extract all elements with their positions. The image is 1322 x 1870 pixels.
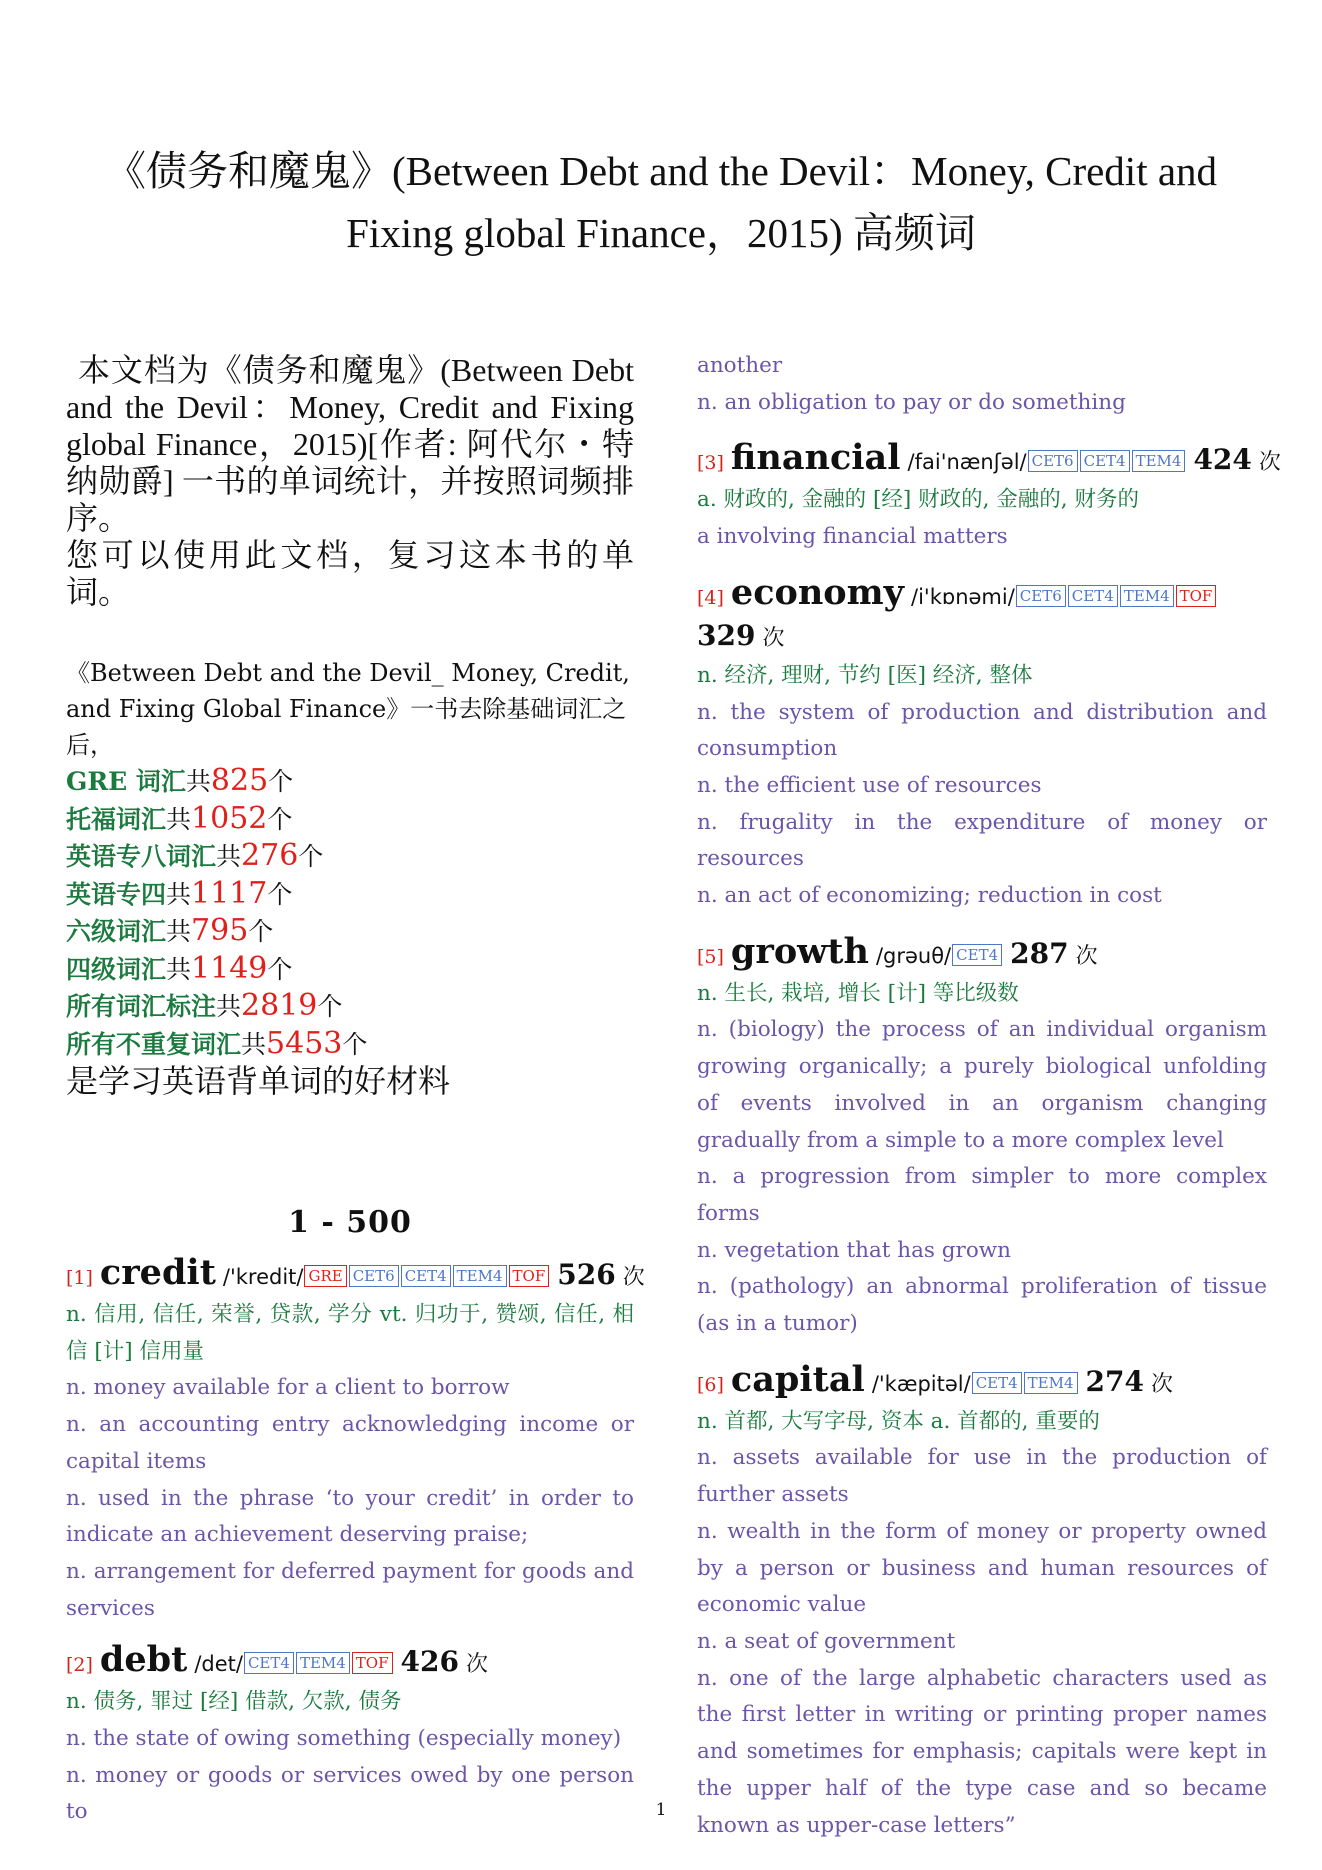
document-title [60, 140, 1262, 264]
stat-unit: 个 [268, 767, 294, 796]
frequency-unit: 次 [1150, 1371, 1173, 1397]
entry-word: economy [730, 571, 905, 613]
intro-paragraph-1: 本文档为《债务和魔鬼》(Between Debt and the Devil：Money, Credit and Fixing global Finance，2015)[作者: 阿代尔・特纳勋爵] 一书的单词统计，并按照词频排序。 [66, 352, 634, 536]
left-column [66, 348, 645, 1831]
stat-unit: 个 [317, 992, 343, 1021]
stat-mid: 共 [166, 954, 192, 984]
entry-phonetic: /'kredit/ [222, 1265, 304, 1289]
stat-mid: 共 [216, 992, 242, 1021]
stat-count: 795 [191, 913, 249, 948]
entry-phonetic: /i'kɒnəmi/ [911, 584, 1015, 609]
tag-badge: CET6 [1028, 450, 1078, 472]
entry-index: [6] [697, 1373, 724, 1396]
stat-unit: 个 [342, 1029, 368, 1059]
entry-phonetic: /fai'nænʃəl/ [907, 450, 1027, 475]
tag-badge: CET4 [401, 1265, 451, 1287]
entry-index: [1] [66, 1267, 93, 1289]
english-definition: n. frugality in the expenditure of money or resources [697, 809, 1267, 872]
english-definition: n. the state of owing something (especially money) [66, 1726, 622, 1752]
english-definition: n. money or goods or services owed by one person to [66, 1762, 634, 1825]
stat-label: 英语专八词汇 [66, 842, 217, 871]
english-definition: n. (biology) the process of an individual organism growing organically; a purely biological unfolding of events involved in an organism changing gradually from a simple to a more complex level [697, 1017, 1267, 1153]
english-definition: n. assets available for use in the production of further assets [697, 1445, 1267, 1508]
entry-frequency: 274 [1085, 1364, 1144, 1398]
stat-row [66, 763, 634, 801]
stat-mid: 共 [166, 879, 192, 909]
entry-frequency: 424 [1193, 443, 1252, 477]
tag-badge: TEM4 [1120, 585, 1174, 607]
english-definition: n. the system of production and distribution and consumption [697, 699, 1267, 762]
intro-text [66, 352, 634, 611]
english-definition: n. wealth in the form of money or property owned by a person or business and human resources of economic value [697, 1518, 1267, 1618]
frequency-unit: 次 [622, 1265, 645, 1290]
english-definition: n. an obligation to pay or do something [697, 389, 1126, 415]
chinese-definition: n. 首都, 大写字母, 资本 a. 首都的, 重要的 [697, 1408, 1100, 1434]
stat-row [66, 801, 634, 839]
tag-badge: TOF [352, 1652, 393, 1674]
frequency-unit: 次 [1258, 450, 1281, 476]
stat-count: 825 [210, 763, 269, 798]
english-definition: n. an accounting entry acknowledging income or capital items [66, 1412, 634, 1474]
stat-row [66, 838, 634, 876]
frequency-unit: 次 [465, 1652, 488, 1678]
entry-frequency: 329 [697, 618, 756, 652]
tag-badge: TEM4 [1132, 450, 1186, 472]
intro-paragraph-2: 您可以使用此文档，复习这本书的单词。 [66, 537, 634, 610]
tag-badge: CET6 [349, 1265, 399, 1287]
frequency-unit: 次 [762, 625, 785, 651]
english-definition: n. an act of economizing; reduction in cost [697, 883, 1162, 909]
english-definition: n. arrangement for deferred payment for goods and services [66, 1558, 634, 1621]
stats-list [66, 763, 634, 1063]
stat-row [66, 988, 634, 1026]
chinese-definition: a. 财政的, 金融的 [经] 财政的, 金融的, 财务的 [697, 487, 1139, 513]
stat-count: 2819 [241, 988, 318, 1023]
title-line-1: 《债务和魔鬼》(Between Debt and the Devil：Money, Credit and [104, 148, 1218, 194]
english-definition: n. vegetation that has grown [697, 1237, 1012, 1263]
tag-badge: TEM4 [296, 1652, 350, 1674]
stat-count: 1149 [191, 950, 268, 986]
word-entry [697, 1358, 1267, 1844]
tag-badge: TEM4 [1024, 1372, 1078, 1394]
entry-word: financial [730, 437, 901, 479]
stat-row [66, 876, 634, 914]
stat-label: 托福词汇 [66, 804, 167, 834]
chinese-definition: n. 经济, 理财, 节约 [医] 经济, 整体 [697, 662, 1033, 688]
entry-index: [2] [66, 1654, 93, 1677]
stat-row [66, 913, 634, 951]
tag-badge: TEM4 [453, 1265, 507, 1287]
english-definition: a involving financial matters [697, 524, 1008, 550]
entry-head [697, 571, 1267, 658]
stat-label: 四级词汇 [66, 954, 167, 984]
entry-index: [5] [697, 945, 724, 968]
stat-count: 1117 [191, 875, 268, 911]
entry-head [697, 437, 1281, 482]
stat-unit: 个 [298, 842, 324, 871]
entry-head [66, 1641, 634, 1684]
title-line-2: Fixing global Finance，2015) 高频词 [346, 210, 976, 256]
tag-badge: CET6 [1016, 585, 1066, 607]
entry-phonetic: /grəuθ/ [875, 943, 952, 968]
stat-mid: 共 [166, 804, 192, 834]
entry-index: [3] [697, 452, 724, 475]
stats-lead: 《Between Debt and the Devil_ Money, Credit, and Fixing Global Finance》一书去除基础词汇之后， [66, 659, 630, 759]
stat-row [66, 1026, 634, 1064]
stat-label: 六级词汇 [66, 917, 167, 946]
tag-badge: TOF [1176, 585, 1217, 607]
stat-unit: 个 [248, 917, 274, 946]
word-entry [697, 571, 1267, 915]
page-number: 1 [655, 1800, 667, 1820]
tag-badge: TOF [509, 1265, 550, 1287]
stat-label: 所有词汇标注 [66, 992, 217, 1021]
entries-left [66, 1252, 645, 1831]
tag-badge: CET4 [972, 1372, 1022, 1394]
chinese-definition: n. 生长, 栽培, 增长 [计] 等比级数 [697, 980, 1019, 1006]
english-definition-continued: another [697, 353, 783, 378]
entry-word: capital [730, 1358, 865, 1400]
stat-mid: 共 [166, 917, 192, 946]
english-definition: n. one of the large alphabetic characters used as the first letter in writing or printing proper names and sometimes for emphasis; capitals were kept in the upper half of the type case and so became known as upper-case letters” [697, 1665, 1267, 1838]
tag-badge: CET4 [952, 944, 1002, 966]
stat-mid: 共 [241, 1029, 267, 1059]
entry-phonetic: /det/ [194, 1652, 243, 1677]
range-heading: 1 - 500 [288, 1205, 412, 1240]
entry-word: debt [99, 1639, 188, 1681]
entries-right [697, 348, 1281, 1844]
tag-badge: GRE [304, 1265, 346, 1287]
stat-unit: 个 [267, 954, 293, 984]
entry-head [697, 930, 1267, 976]
stat-label: 所有不重复词汇 [66, 1029, 242, 1059]
word-entry [66, 1252, 645, 1627]
tag-badge: CET4 [1068, 585, 1118, 607]
entry-word: growth [730, 930, 869, 972]
entry-head [697, 1358, 1267, 1404]
entry-index: [4] [697, 586, 724, 609]
english-definition: n. (pathology) an abnormal proliferation of tissue (as in a tumor) [697, 1274, 1267, 1337]
entry-head [66, 1252, 645, 1297]
frequency-unit: 次 [1075, 943, 1098, 969]
entry-frequency: 287 [1010, 936, 1069, 970]
english-definition: n. a seat of government [697, 1628, 956, 1654]
stat-unit: 个 [267, 804, 293, 834]
stat-unit: 个 [267, 879, 293, 909]
english-definition: n. a progression from simpler to more complex forms [697, 1164, 1267, 1226]
stat-label: 英语专四 [66, 879, 167, 909]
word-entry [697, 930, 1267, 1343]
entry-word: credit [99, 1252, 216, 1293]
chinese-definition: n. 信用, 信任, 荣誉, 贷款, 学分 vt. 归功于, 赞颂, 信任, 相信 [计] 信用量 [66, 1302, 634, 1364]
stat-count: 276 [241, 838, 299, 873]
entry-phonetic: /'kæpitəl/ [871, 1371, 971, 1396]
english-definition: n. used in the phrase ‘to your credit’ in order to indicate an achievement deserving praise; [66, 1485, 634, 1548]
tag-badge: CET4 [244, 1652, 294, 1674]
entry-frequency: 526 [557, 1258, 616, 1291]
stat-label: GRE 词汇 [66, 767, 186, 796]
stats-closing: 是学习英语背单词的好材料 [66, 1062, 451, 1100]
stat-row [66, 951, 634, 989]
entry-frequency: 426 [400, 1645, 459, 1679]
stat-mid: 共 [185, 767, 211, 796]
right-column [697, 348, 1281, 1844]
chinese-definition: n. 债务, 罪过 [经] 借款, 欠款, 债务 [66, 1689, 402, 1715]
stat-mid: 共 [216, 842, 242, 871]
stat-count: 1052 [191, 800, 268, 836]
english-definition: n. the efficient use of resources [697, 772, 1042, 798]
english-definition: n. money available for a client to borrow [66, 1375, 510, 1401]
word-entry-continued [697, 348, 1267, 421]
stat-count: 5453 [266, 1025, 343, 1061]
vocabulary-stats [66, 655, 634, 1099]
tag-badge: CET4 [1080, 450, 1130, 472]
word-entry [697, 437, 1281, 555]
